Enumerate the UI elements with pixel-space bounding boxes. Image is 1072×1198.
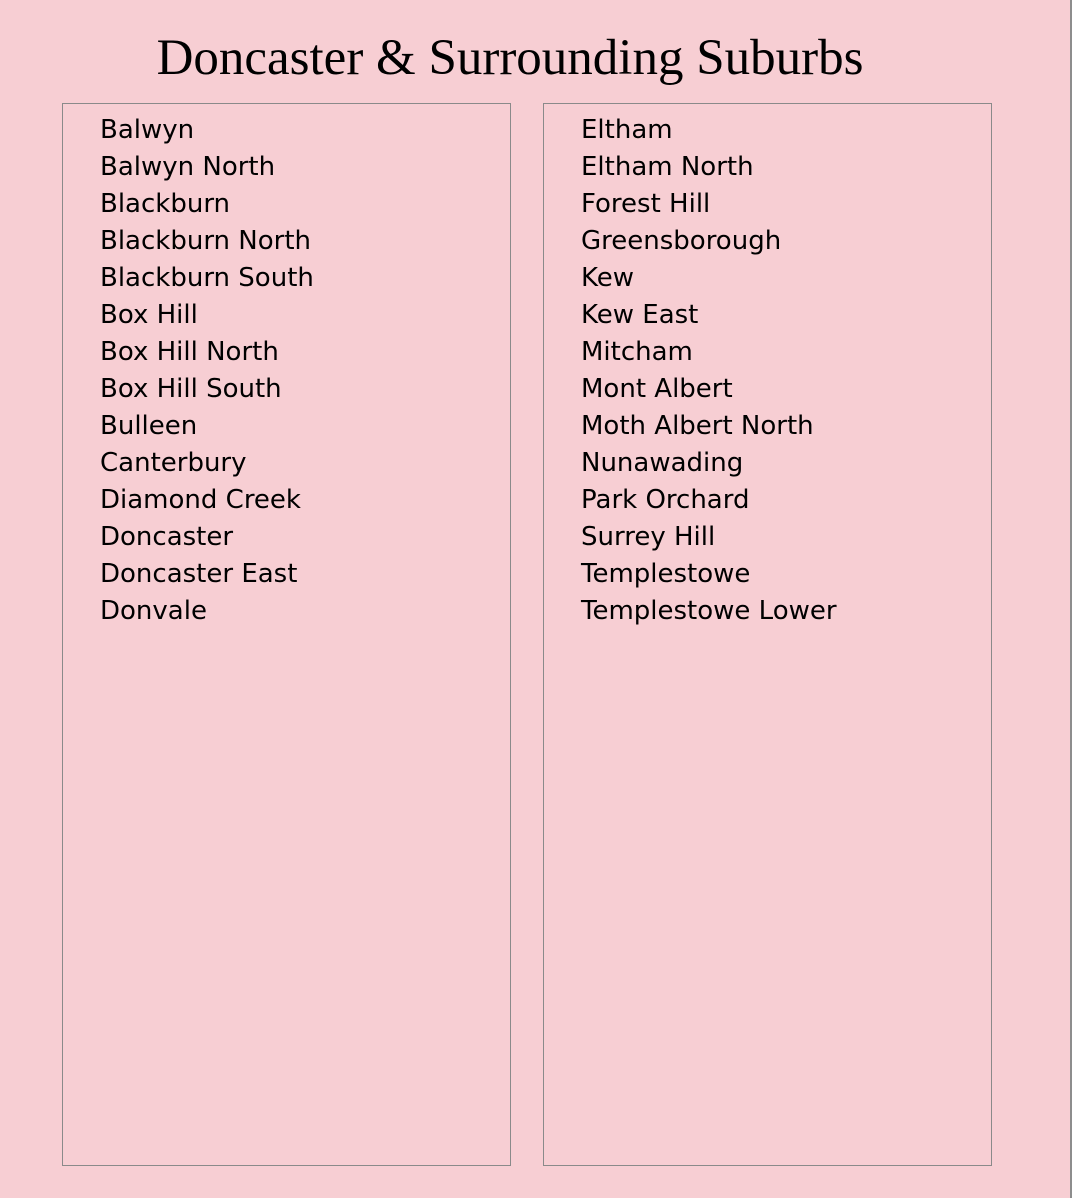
list-item: Box Hill bbox=[100, 300, 198, 330]
list-item: Mont Albert bbox=[581, 374, 733, 404]
list-item: Balwyn bbox=[100, 115, 195, 145]
list-item: Doncaster bbox=[100, 522, 234, 552]
page-title: Doncaster & Surrounding Suburbs bbox=[156, 30, 864, 86]
list-item: Park Orchard bbox=[581, 485, 750, 515]
suburb-list-right bbox=[543, 103, 992, 1166]
list-item: Mitcham bbox=[581, 337, 693, 367]
list-item: Greensborough bbox=[581, 226, 782, 256]
list-item: Doncaster East bbox=[100, 559, 298, 589]
list-item: Moth Albert North bbox=[581, 411, 814, 441]
list-item: Templestowe Lower bbox=[581, 596, 837, 626]
list-item: Diamond Creek bbox=[100, 485, 301, 515]
list-item: Templestowe bbox=[581, 559, 751, 589]
suburb-list-left bbox=[62, 103, 511, 1166]
list-item: Kew East bbox=[581, 300, 699, 330]
list-item: Surrey Hill bbox=[581, 522, 716, 552]
list-item: Eltham North bbox=[581, 152, 754, 182]
list-item: Eltham bbox=[581, 115, 673, 145]
list-item: Balwyn North bbox=[100, 152, 276, 182]
list-item: Nunawading bbox=[581, 448, 744, 478]
list-item: Blackburn South bbox=[100, 263, 314, 293]
list-item: Box Hill South bbox=[100, 374, 282, 404]
list-item: Canterbury bbox=[100, 448, 247, 478]
list-item: Blackburn bbox=[100, 189, 231, 219]
list-item: Blackburn North bbox=[100, 226, 312, 256]
list-item: Donvale bbox=[100, 596, 207, 626]
list-item: Box Hill North bbox=[100, 337, 279, 367]
list-item: Forest Hill bbox=[581, 189, 711, 219]
list-item: Bulleen bbox=[100, 411, 198, 441]
list-item: Kew bbox=[581, 263, 635, 293]
